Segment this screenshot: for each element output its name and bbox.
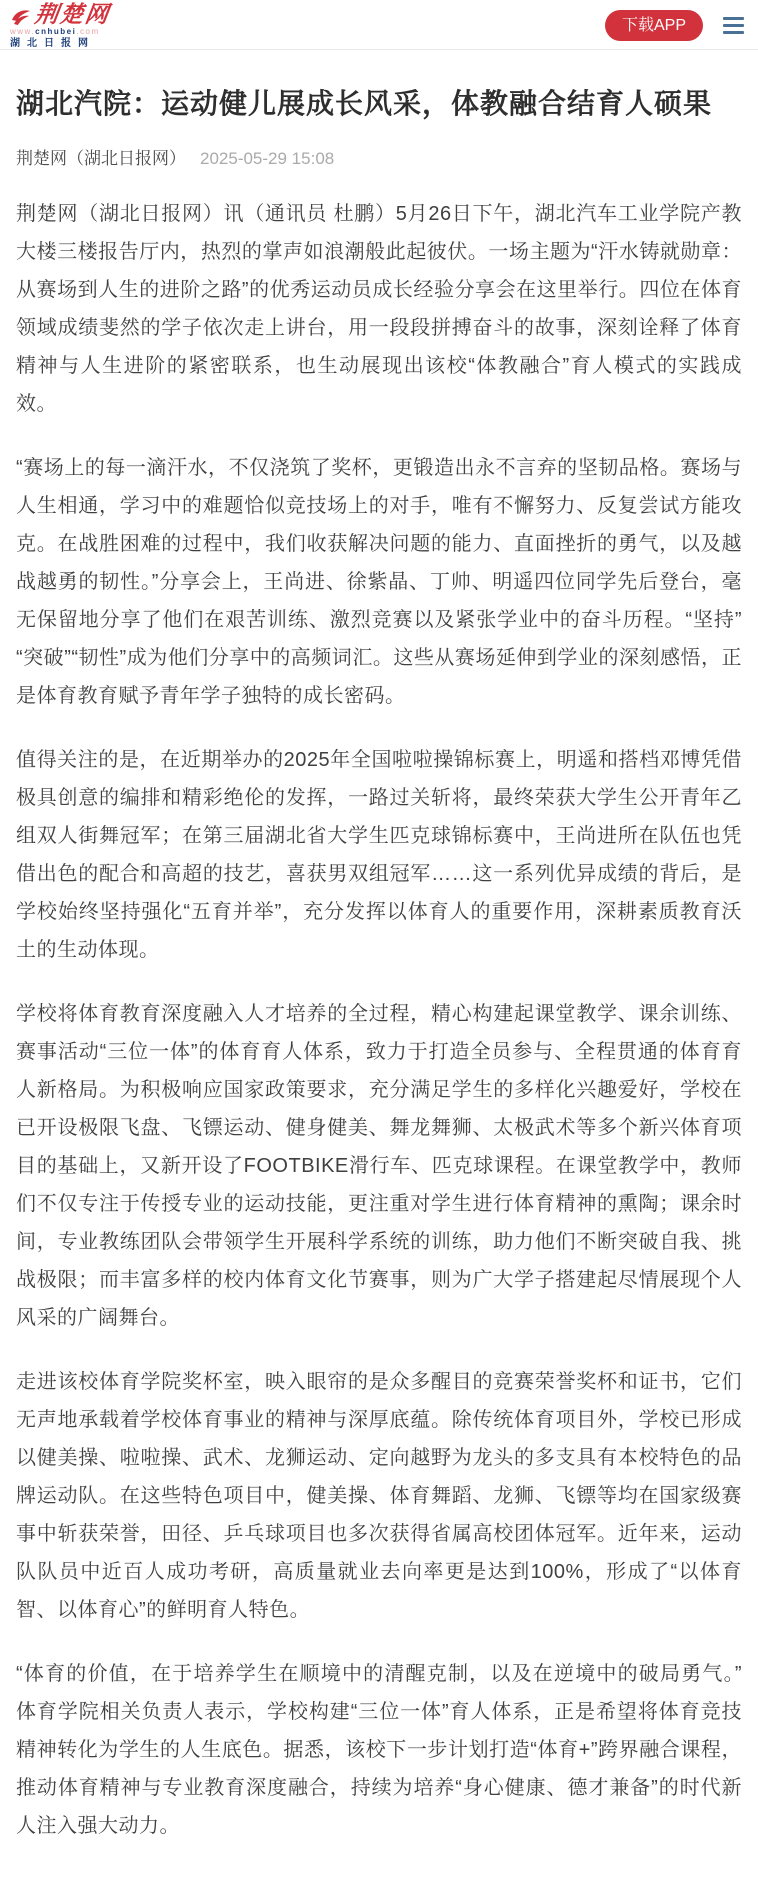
article-main xyxy=(0,84,758,1873)
download-app-button[interactable]: 下载APP xyxy=(605,10,703,41)
logo-swoosh-icon xyxy=(10,8,32,26)
byline xyxy=(16,144,742,169)
logo-url: www.cnhubei.com xyxy=(10,26,100,36)
site-logo[interactable] xyxy=(10,0,112,49)
article-paragraph: 值得关注的是，在近期举办的2025年全国啦啦操锦标赛上，明遥和搭档邓博凭借极具创意的编排和精彩绝伦的发挥，一路过关斩将，最终荣获大学生公开青年乙组双人街舞冠军；在第三届湖北省大学生匹克球锦标赛中，王尚进所在队伍也凭借出色的配合和高超的技艺，喜获男双组冠军……这一系列优异成绩的背后，是学校始终坚持强化“五育并举”，充分发挥以体育人的重要作用，深耕素质教育沃土的生动体现。 xyxy=(16,749,742,961)
hamburger-menu-icon[interactable] xyxy=(723,14,744,37)
site-header xyxy=(0,0,758,50)
logo-brand-text: 荆楚网 xyxy=(33,0,112,28)
article-paragraph: “赛场上的每一滴汗水，不仅浇筑了奖杯，更锻造出永不言弃的坚韧品格。赛场与人生相通，学习中的难题恰似竞技场上的对手，唯有不懈努力、反复尝试方能攻克。在战胜困难的过程中，我们收获解决问题的能力、直面挫折的勇气，以及越战越勇的韧性。”分享会上，王尚进、徐紫晶、丁帅、明遥四位同学先后登台，毫无保留地分享了他们在艰苦训练、激烈竞赛以及紧张学业中的奋斗历程。“坚持”“突破”“韧性”成为他们分享中的高频词汇。这些从赛场延伸到学业的深刻感悟，正是体育教育赋予青年学子独特的成长密码。 xyxy=(16,457,742,707)
article-body xyxy=(16,195,742,1873)
article-paragraph: 学校将体育教育深度融入人才培养的全过程，精心构建起课堂教学、课余训练、赛事活动“三位一体”的体育育人体系，致力于打造全员参与、全程贯通的体育育人新格局。为积极响应国家政策要求，充分满足学生的多样化兴趣爱好，学校在已开设极限飞盘、飞镖运动、健身健美、舞龙舞狮、太极武术等多个新兴体育项目的基础上，又新开设了FOOTBIKE滑行车、匹克球课程。在课堂教学中，教师们不仅专注于传授专业的运动技能，更注重对学生进行体育精神的熏陶；课余时间，专业教练团队会带领学生开展科学系统的训练，助力他们不断突破自我、挑战极限；而丰富多样的校内体育文化节赛事，则为广大学子搭建起尽情展现个人风采的广阔舞台。 xyxy=(16,1003,742,1329)
article-paragraph: 走进该校体育学院奖杯室，映入眼帘的是众多醒目的竞赛荣誉奖杯和证书，它们无声地承载着学校体育事业的精神与深厚底蕴。除传统体育项目外，学校已形成以健美操、啦啦操、武术、龙狮运动、定向越野为龙头的多支具有本校特色的品牌运动队。在这些特色项目中，健美操、体育舞蹈、龙狮、飞镖等均在国家级赛事中斩获荣誉，田径、乒乓球项目也多次获得省属高校团体冠军。近年来，运动队队员中近百人成功考研，高质量就业去向率更是达到100%，形成了“以体育智、以体育心”的鲜明育人特色。 xyxy=(16,1371,742,1621)
article-paragraph: “体育的价值，在于培养学生在顺境中的清醒克制，以及在逆境中的破局勇气。” 体育学院相关负责人表示，学校构建“三位一体”育人体系，正是希望将体育竞技精神转化为学生的人生底色。据悉，该校下一步计划打造“体育+”跨界融合课程，推动体育精神与专业教育深度融合，持续为培养“身心健康、德才兼备”的时代新人注入强大动力。 xyxy=(16,1663,742,1837)
article-datetime: 2025-05-29 15:08 xyxy=(200,149,335,168)
article-paragraph: 荆楚网（湖北日报网）讯（通讯员 杜鹏）5月26日下午，湖北汽车工业学院产教大楼三楼报告厅内，热烈的掌声如浪潮般此起彼伏。一场主题为“汗水铸就勋章：从赛场到人生的进阶之路”的优秀运动员成长经验分享会在这里举行。四位在体育领域成绩斐然的学子依次走上讲台，用一段段拼搏奋斗的故事，深刻诠释了体育精神与人生进阶的紧密联系，也生动展现出该校“体教融合”育人模式的实践成效。 xyxy=(16,203,742,415)
logo-subtitle: 湖北日报网 xyxy=(10,37,95,49)
article-source: 荆楚网（湖北日报网） xyxy=(16,149,186,168)
article-title: 湖北汽院：运动健儿展成长风采，体教融合结育人硕果 xyxy=(16,88,713,119)
